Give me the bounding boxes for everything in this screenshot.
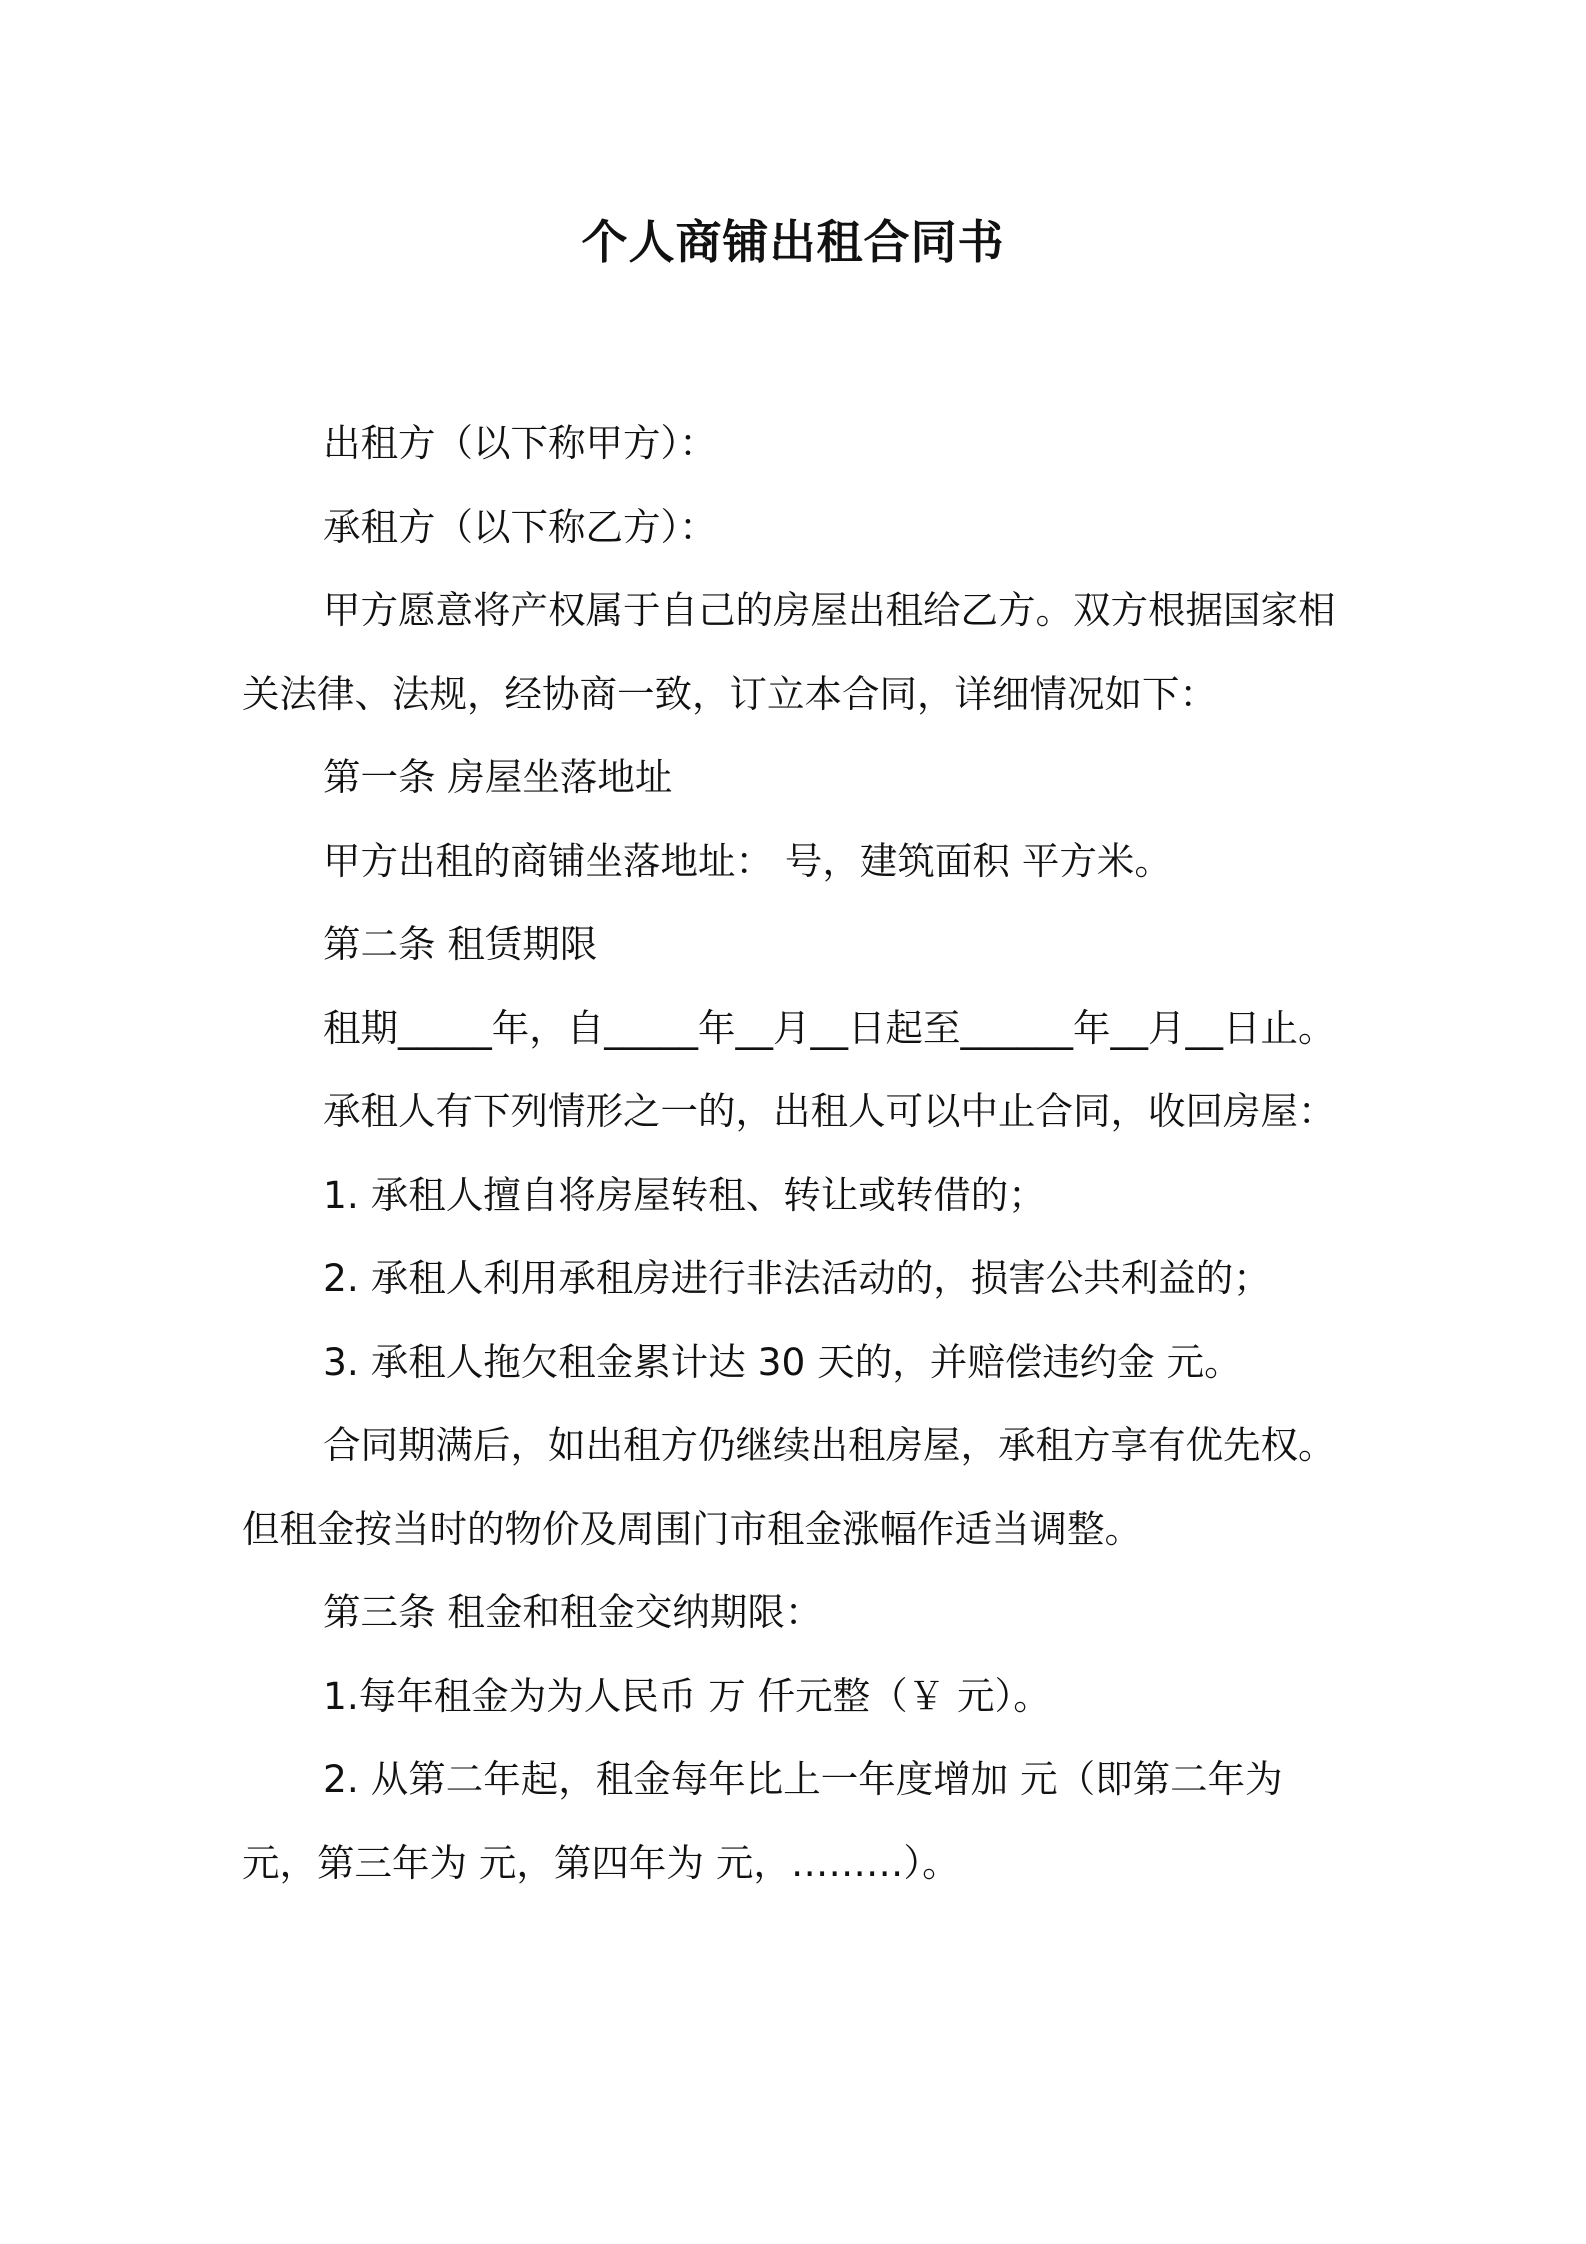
renewal-paragraph: 合同期满后，如出租方仍继续出租房屋，承租方享有优先权。但租金按当时的物价及周围门市租金涨幅作适当调整。 bbox=[242, 1423, 1336, 1551]
article-3-heading: 第三条 租金和租金交纳期限： bbox=[323, 1590, 823, 1634]
shop-address-line: 甲方出租的商铺坐落地址： 号，建筑面积 平方米。 bbox=[323, 838, 1172, 883]
article-2-heading: 第二条 租赁期限 bbox=[323, 922, 598, 966]
article-1-heading: 第一条 房屋坐落地址 bbox=[323, 755, 673, 799]
condition-1: 1. 承租人擅自将房屋转租、转让或转借的； bbox=[323, 1172, 1046, 1217]
document-title: 个人商铺出租合同书 bbox=[581, 215, 1005, 269]
rent-item-2: 2. 从第二年起，租金每年比上一年度增加 元（即第二年为元，第三年为 元，第四年为 元，………）。 bbox=[242, 1757, 1283, 1885]
party-a-line: 出租方（以下称甲方）： bbox=[323, 421, 717, 465]
condition-2: 2. 承租人利用承租房进行非法活动的，损害公共利益的； bbox=[323, 1256, 1271, 1300]
lease-term-paragraph: 租期_____年，自_____年__月__日起至______年__月__日止。 bbox=[323, 1005, 1336, 1050]
termination-conditions-intro: 承租人有下列情形之一的，出租人可以中止合同，收回房屋： bbox=[323, 1089, 1336, 1133]
intro-paragraph: 甲方愿意将产权属于自己的房屋出租给乙方。双方根据国家相关法律、法规，经协商一致，订立本合同，详细情况如下： bbox=[242, 588, 1336, 716]
condition-3: 3. 承租人拖欠租金累计达 30 天的，并赔偿违约金 元。 bbox=[323, 1339, 1242, 1384]
document-body bbox=[242, 402, 1352, 1905]
party-b-line: 承租方（以下称乙方）： bbox=[323, 504, 717, 549]
rent-item-1: 1.每年租金为为人民币 万 仟元整（￥ 元）。 bbox=[323, 1673, 1051, 1718]
